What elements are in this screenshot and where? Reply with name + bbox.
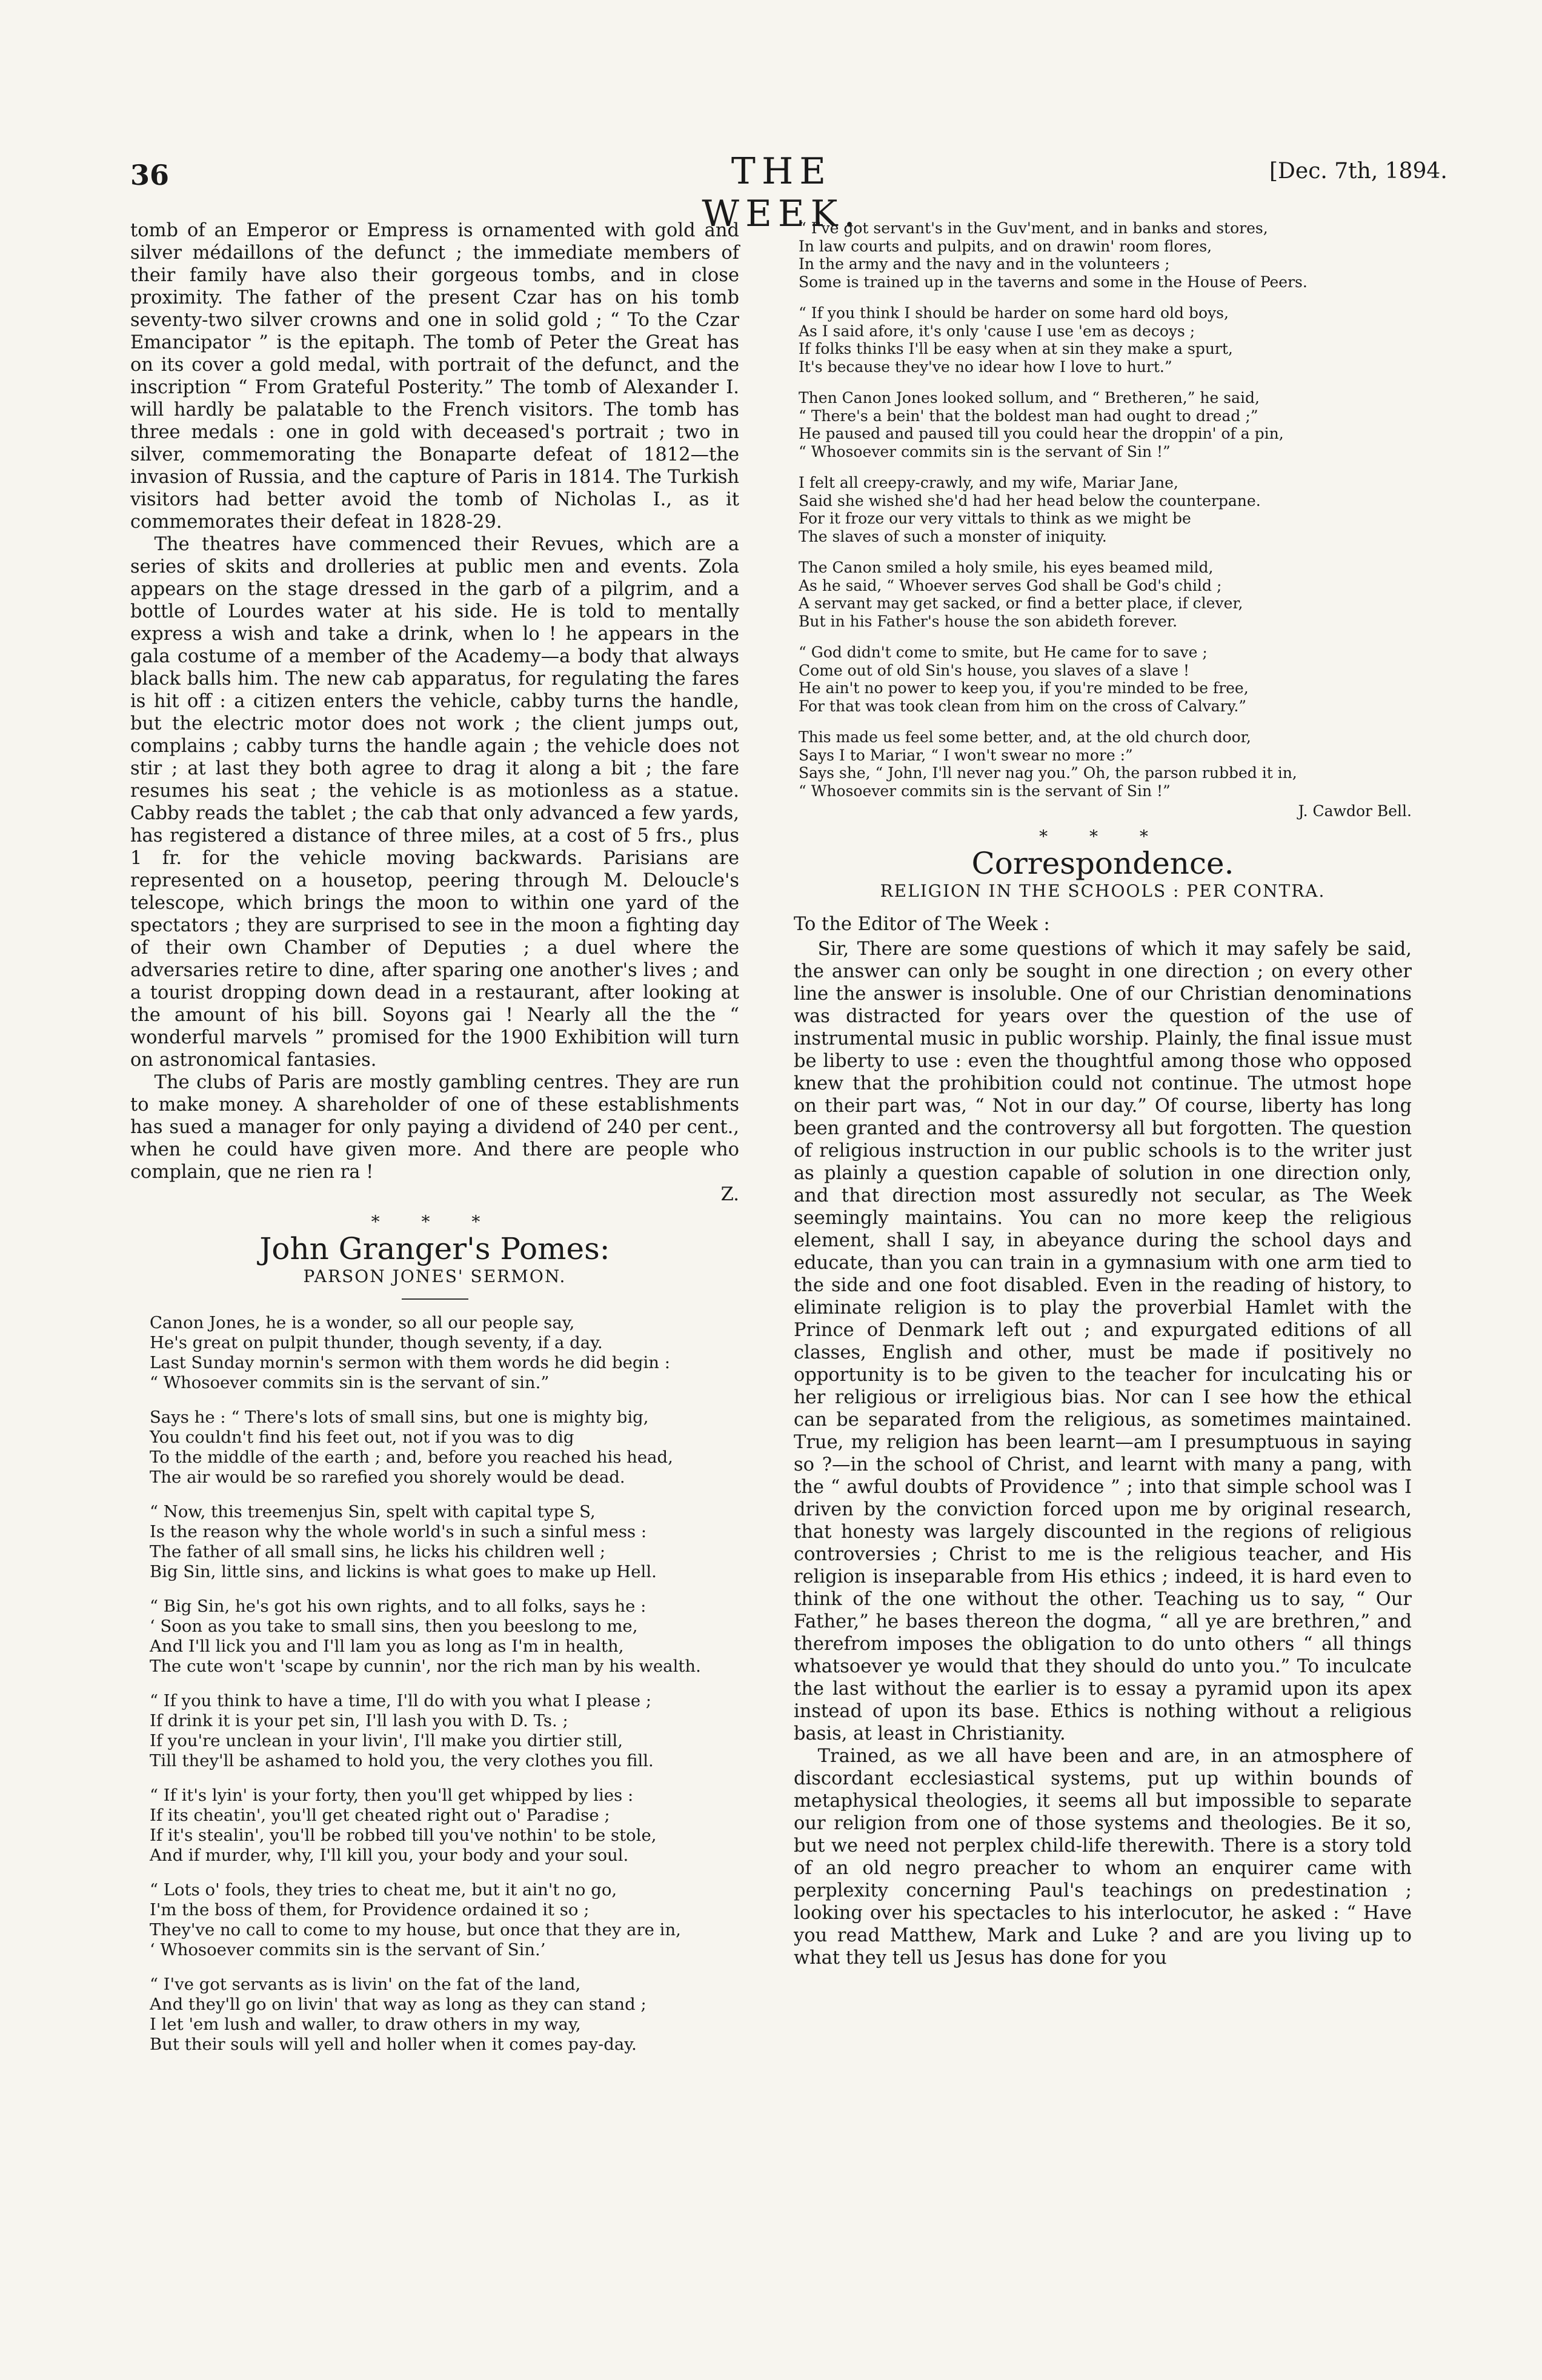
- poem-line: “ Now, this treemenjus Sin, spelt with capital type S,: [150, 1502, 596, 1521]
- poem-stanza: [799, 643, 1412, 715]
- poem-line: A servant may get sacked, or find a better place, if clever,: [799, 594, 1243, 612]
- correspondence-title: Correspondence.: [971, 845, 1234, 881]
- poem-line: “ Whosoever commits sin is the servant of Sin !”: [799, 442, 1171, 460]
- left-column: [130, 219, 739, 2069]
- poem-line: “ Big Sin, he's got his own rights, and to all folks, says he :: [150, 1597, 646, 1616]
- poem-line: If its cheatin', you'll get cheated right out o' Paradise ;: [150, 1806, 610, 1825]
- poem-line: But in his Father's house the son abideth forever.: [799, 612, 1178, 630]
- poem-line: The father of all small sins, he licks his children well ;: [150, 1542, 606, 1561]
- poem-line: This made us feel some better, and, at the old church door,: [799, 728, 1251, 746]
- poem-line: Says he : “ There's lots of small sins, but one is mighty big,: [150, 1408, 649, 1427]
- poem-line: “ God didn't come to smite, but He came for to save ;: [799, 643, 1208, 661]
- poem-line: He ain't no power to keep you, if you're minded to be free,: [799, 679, 1249, 697]
- poem-line: The slaves of such a monster of iniquity.: [799, 527, 1107, 545]
- page-number: 36: [130, 159, 170, 191]
- poem-subtitle: PARSON JONES' SERMON.: [303, 1266, 567, 1286]
- poem-line: Some is trained up in the taverns and some in the House of Peers.: [799, 273, 1308, 291]
- poem-line: He's great on pulpit thunder, though seventy, if a day.: [150, 1333, 603, 1352]
- poem-line: ‘ Whosoever commits sin is the servant of Sin.’: [150, 1940, 546, 1960]
- poem-line: “ If it's lyin' is your forty, then you'll get whipped by lies :: [150, 1786, 634, 1805]
- poem-line: In law courts and pulpits, and on drawin' room flores,: [799, 237, 1212, 255]
- poem-line: To the middle of the earth ; and, before you reached his head,: [150, 1448, 673, 1467]
- poem-line: Says she, “ John, I'll never nag you.” Oh, the parson rubbed it in,: [799, 764, 1297, 782]
- letter-paragraph-2: Trained, as we all have been and are, in an atmosphere of discordant ecclesiastical systems, put up within bounds of metaphysical theologies, it seems all but impossible to separate our religion from one of those systems and theologies. Be it so, but we need not perplex child-life therewith. There is a story told of an old negro preacher to whom an enquirer came with perplexity concerning Paul's teachings on predestination ; looking over his spectacles to his interlocutor, he asked : “ Have you read Matthew, Mark and Luke ? and are you living up to what they tell us Jesus has done for you: [794, 1745, 1412, 1969]
- paris-letter: [130, 219, 739, 1206]
- right-column: [794, 219, 1412, 1969]
- poem-line: Till they'll be ashamed to hold you, the very clothes you fill.: [150, 1751, 654, 1770]
- poem-line: As he said, “ Whoever serves God shall be God's child ;: [799, 576, 1222, 594]
- poem-line: “ There's a bein' that the boldest man had ought to dread ;”: [799, 407, 1258, 425]
- poem-stanza: [150, 1597, 739, 1677]
- poem-line: I felt all creepy-crawly, and my wife, Mariar Jane,: [799, 474, 1178, 491]
- salutation: To the Editor of The Week :: [794, 913, 1050, 935]
- poem-line: Then Canon Jones looked sollum, and “ Bretheren,” he said,: [799, 389, 1260, 407]
- poem-line: Says I to Mariar, “ I won't swear no more :”: [799, 746, 1133, 764]
- poem-stanza: [799, 304, 1412, 376]
- poem-line: For it froze our very vittals to think as we might be: [799, 510, 1191, 527]
- poem-stanza: [799, 728, 1412, 800]
- poem-stanza: [150, 1502, 739, 1582]
- poem-stanza: [150, 1786, 739, 1866]
- poem-line: For that was took clean from him on the cross of Calvary.”: [799, 697, 1247, 715]
- poem-stanza: [799, 219, 1412, 291]
- poem-stanza: [150, 1408, 739, 1488]
- poem-line: The cute won't 'scape by cunnin', nor the rich man by his wealth.: [150, 1657, 701, 1676]
- paris-signature: Z.: [720, 1184, 739, 1205]
- poem-stanza: [799, 474, 1412, 545]
- masthead: THE WEEK.: [702, 150, 862, 235]
- poem-line: As I said afore, it's only 'cause I use 'em as decoys ;: [799, 322, 1195, 340]
- paris-paragraph-2: The theatres have commenced their Revues, which are a series of skits and drolleries at public men and events. Zola appears on the stage dressed in the garb of a pilgrim, and a bottle of Lourdes water at his side. He is told to mentally express a wish and take a drink, when lo ! he appears in the gala costume of a member of the Academy—a body that always black balls him. The new cab apparatus, for regulating the fares is hit off : a citizen enters the vehicle, cabby turns the handle, but the electric motor does not work ; the client jumps out, complains ; cabby turns the handle again ; the vehicle does not stir ; at last they both agree to drag it along a bit ; the fare resumes his seat ; the vehicle is as motionless as a statue. Cabby reads the tablet ; the cab that only advanced a few yards, has registered a distance of three miles, at a cost of 5 frs., plus 1 fr. for the vehicle moving backwards. Parisians are represented on a housetop, peering through M. Deloucle's telescope, which brings the moon to within one yard of the spectators ; they are surprised to see in the moon a fighting day of their own Chamber of Deputies ; a duel where the adversaries retire to dine, after sparing one another's lives ; and a tourist dropping down dead in a restaurant, after looking at the amount of his bill. Soyons gai ! Nearly all the the “ wonderful marvels ” promised for the 1900 Exhibition will turn on astronomical fantasies.: [130, 534, 739, 1071]
- poem-signature: J. Cawdor Bell.: [1298, 802, 1412, 820]
- poem-line: “ If you think I should be harder on some hard old boys,: [799, 304, 1229, 322]
- poem-line: “ Whosoever commits sin is the servant of sin.”: [150, 1373, 550, 1392]
- poem-part-2: [794, 219, 1412, 820]
- poem-line: If it's stealin', you'll be robbed till you've nothin' to be stole,: [150, 1826, 657, 1845]
- poem-line: In the army and the navy and in the volunteers ;: [799, 255, 1170, 273]
- poem-line: I'm the boss of them, for Providence ordained it so ;: [150, 1900, 590, 1920]
- poem-line: “ I've got servants as is livin' on the fat of the land,: [150, 1975, 581, 1994]
- poem-stanza: [799, 559, 1412, 630]
- poem-stanza: [799, 389, 1412, 460]
- paris-paragraph-3: The clubs of Paris are mostly gambling centres. They are run to make money. A shareholder of one of these establishments has sued a manager for only paying a dividend of 240 per cent., when he could have given more. And there are people who complain, que ne rien ra !: [130, 1072, 739, 1183]
- poem-title: John Granger's Pomes:: [259, 1231, 610, 1266]
- poem-line: “ Lots o' fools, they tries to cheat me, but it ain't no go,: [150, 1880, 617, 1900]
- poem-line: He paused and paused till you could hear the droppin' of a pin,: [799, 425, 1284, 442]
- section-separator: * * *: [371, 1212, 499, 1232]
- poem-stanza: [150, 1313, 739, 1393]
- poem-line: You couldn't find his feet out, not if you was to dig: [150, 1428, 574, 1447]
- poem-stanza: [150, 1975, 739, 2055]
- poem-line: And if murder, why, I'll kill you, your body and your soul.: [150, 1846, 629, 1865]
- poem-line: And they'll go on livin' that way as long as they can stand ;: [150, 1995, 646, 2014]
- poem-line: “ Whosoever commits sin is the servant of Sin !”: [799, 782, 1171, 800]
- divider-rule: [402, 1298, 468, 1300]
- poem-line: Come out of old Sin's house, you slaves of a slave !: [799, 661, 1190, 679]
- poem-line: I let 'em lush and waller, to draw others in my way,: [150, 2015, 581, 2034]
- poem-line: If folks thinks I'll be easy when at sin they make a spurt,: [799, 340, 1233, 357]
- poem-line: “ If you think to have a time, I'll do with you what I please ;: [150, 1691, 652, 1710]
- poem-line: Is the reason why the whole world's in such a sinful mess :: [150, 1522, 647, 1541]
- poem-stanza: [150, 1691, 739, 1771]
- poem-line: But their souls will yell and holler when it comes pay-day.: [150, 2035, 637, 2054]
- section-separator: * * *: [1039, 826, 1166, 846]
- poem-line: ‘ Soon as you take to small sins, then you beeslong to me,: [150, 1617, 638, 1636]
- correspondence-subtitle: RELIGION IN THE SCHOOLS : PER CONTRA.: [880, 880, 1326, 901]
- letter-paragraph-1: Sir, There are some questions of which it may safely be said, the answer can only be sought in one direction ; on every other line the answer is insoluble. One of our Christian denominations was distracted for years over the question of the use of instrumental music in public worship. Plainly, the final issue must be liberty to use : even the thoughtful among those who opposed knew that the prohibition could not continue. The utmost hope on their part was, “ Not in our day.” Of course, liberty has long been granted and the controversy all but forgotten. The question of religious instruction in our public schools is to the writer just as plainly a question capable of solution in one direction only, and that direction most assuredly not secular, as The Week seemingly maintains. You can no more keep the religious element, shall I say, in abeyance during the school days and educate, than you can train in a gymnasium with one arm tied to the side and one foot disabled. Even in the reading of history, to eliminate religion is to play the proverbial Hamlet with the Prince of Denmark left out ; and expurgated editions of all classes, English and other, must be made if positively no opportunity is to be given to the teacher for inculcating his or her religious or irreligious bias. Nor can I see how the ethical can be separated from the religious, as sometimes maintained. True, my religion has been learnt—am I presumptuous in saying so ?—in the school of Christ, and learnt with many a pang, with the “ awful doubts of Providence ” ; into that simple school was I driven by the conviction forced upon me by original research, that honesty was largely discounted in the regions of religious controversies ; Christ to me is the religious teacher, and His religion is inseparable from His ethics ; indeed, it is hard even to think of the one without the other. Teaching us to say, “ Our Father,” he bases thereon the dogma, “ all ye are brethren,” and therefrom imposes the obligation to do unto others “ all things whatsoever ye would that they should do unto you.” To inculcate the last without the earlier is to essay a pyramid upon its apex instead of upon its base. Ethics is nothing without a religious basis, at least in Christianity.: [794, 938, 1412, 1744]
- poem-line: If drink it is your pet sin, I'll lash you with D. Ts. ;: [150, 1711, 568, 1730]
- poem-line: It's because they've no idear how I love to hurt.”: [799, 357, 1172, 376]
- poem-line: Said she wished she'd had her head below the counterpane.: [799, 491, 1261, 510]
- poem-line: The air would be so rarefied you shorely would be dead.: [150, 1468, 625, 1487]
- poem-line: Canon Jones, he is a wonder, so all our people say,: [150, 1313, 575, 1332]
- poem-stanza: [150, 1880, 739, 1960]
- poem-line: Last Sunday mornin's sermon with them words he did begin :: [150, 1353, 670, 1372]
- issue-date: [Dec. 7th, 1894.: [1269, 159, 1447, 184]
- poem-line: And I'll lick you and I'll lam you as long as I'm in health,: [150, 1637, 624, 1656]
- poem-line: The Canon smiled a holy smile, his eyes beamed mild,: [799, 559, 1214, 576]
- paris-paragraph-1: tomb of an Emperor or Empress is ornamented with gold and silver médaillons of the defunct ; the immediate members of their family have also their gorgeous tombs, and in close proximity. The father of the present Czar has on his tomb seventy-two silver crowns and one in solid gold ; “ To the Czar Emancipator ” is the epitaph. The tomb of Peter the Great has on its cover a gold medal, with portrait of the defunct, and the inscription “ From Grateful Posterity.” The tomb of Alexander I. will hardly be palatable to the French visitors. The tomb has three medals : one in gold with deceased's portrait ; two in silver, commemorating the Bonaparte defeat of 1812—the invasion of Russia, and the capture of Paris in 1814. The Turkish visitors had better avoid the tomb of Nicholas I., as it commemorates their defeat in 1828-29.: [130, 220, 739, 533]
- poem-part-1: [130, 1313, 739, 2055]
- poem-line: “ I've got servant's in the Guv'ment, and in banks and stores,: [799, 219, 1268, 237]
- poem-line: If you're unclean in your livin', I'll make you dirtier still,: [150, 1731, 623, 1750]
- poem-line: Big Sin, little sins, and lickins is what goes to make up Hell.: [150, 1562, 657, 1581]
- poem-line: They've no call to come to my house, but once that they are in,: [150, 1920, 681, 1940]
